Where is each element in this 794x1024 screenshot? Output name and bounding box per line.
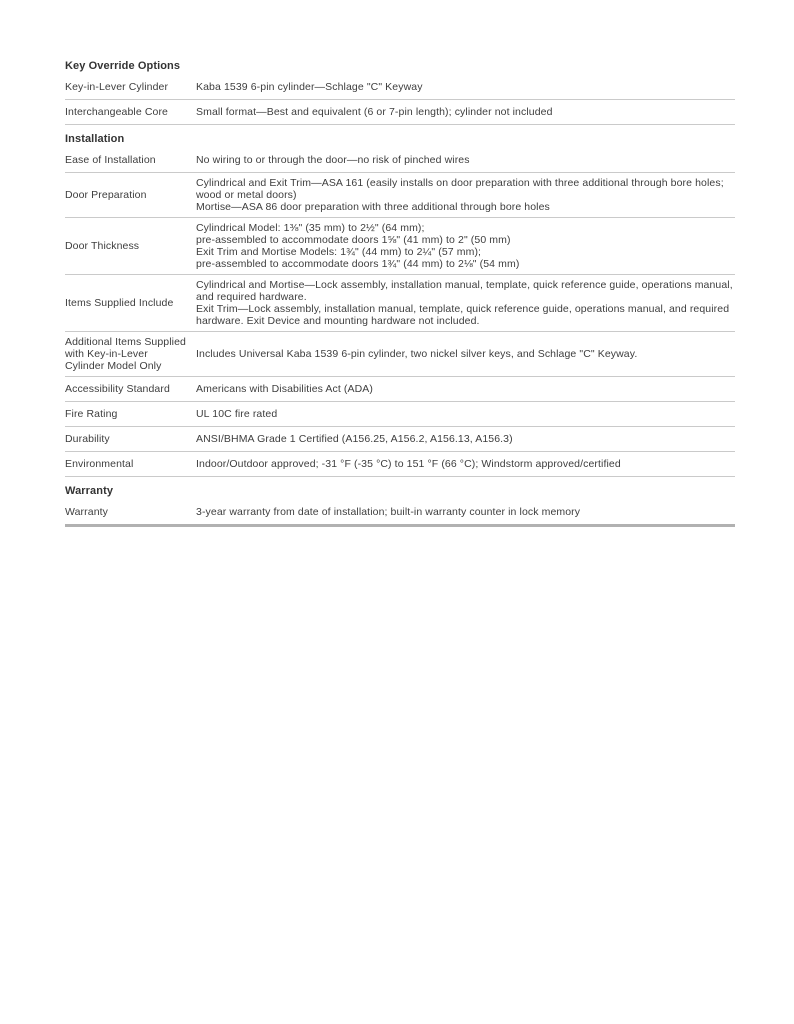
spec-label-line: Environmental [65, 458, 134, 470]
spec-row [65, 500, 735, 527]
spec-label [65, 433, 196, 445]
spec-value-line: pre-assembled to accommodate doors 1¾" (44 mm) to 2⅛" (54 mm) [196, 258, 520, 270]
spec-value [196, 433, 735, 445]
spec-value [196, 177, 735, 213]
spec-row [65, 218, 735, 275]
spec-value [196, 106, 735, 118]
spec-value [196, 279, 735, 327]
spec-value [196, 383, 735, 395]
spec-value-line: Cylindrical Model: 1⅜" (35 mm) to 2½" (64 mm); [196, 222, 425, 234]
spec-value-line: and required hardware. [196, 291, 307, 303]
spec-value-line: Exit Trim and Mortise Models: 1¾" (44 mm) to 2¼" (57 mm); [196, 246, 482, 258]
spec-value-line: pre-assembled to accommodate doors 1⅝" (41 mm) to 2" (50 mm) [196, 234, 511, 246]
spec-value-line: Exit Trim—Lock assembly, installation manual, template, quick reference guide, operations manual, and required [196, 303, 730, 315]
spec-value-line: Indoor/Outdoor approved; -31 °F (-35 °C) to 151 °F (66 °C); Windstorm approved/certified [196, 458, 621, 470]
spec-row [65, 377, 735, 402]
section-heading: Installation [65, 133, 125, 145]
spec-row [65, 100, 735, 125]
spec-value-line: hardware. Exit Device and mounting hardware not included. [196, 315, 480, 327]
spec-value-line: Includes Universal Kaba 1539 6-pin cylinder, two nickel silver keys, and Schlage "C" Keyway. [196, 348, 638, 360]
spec-label [65, 336, 196, 372]
section-heading: Key Override Options [65, 60, 181, 72]
spec-value-line: Kaba 1539 6-pin cylinder—Schlage "C" Keyway [196, 81, 423, 93]
spec-value-line: Mortise—ASA 86 door preparation with three additional through bore holes [196, 201, 550, 213]
spec-value-line: Small format—Best and equivalent (6 or 7-pin length); cylinder not included [196, 106, 553, 118]
spec-section [65, 485, 735, 527]
spec-row [65, 75, 735, 100]
spec-label-line: with Key-in-Lever [65, 348, 148, 360]
spec-label-line: Cylinder Model Only [65, 360, 162, 372]
spec-row [65, 148, 735, 173]
spec-row [65, 452, 735, 477]
spec-value-line: UL 10C fire rated [196, 408, 278, 420]
spec-label [65, 458, 196, 470]
spec-label-line: Door Preparation [65, 189, 147, 201]
spec-value [196, 154, 735, 166]
spec-value [196, 458, 735, 470]
spec-value [196, 81, 735, 93]
spec-label-line: Door Thickness [65, 240, 140, 252]
spec-label-line: Accessibility Standard [65, 383, 170, 395]
spec-value-line: wood or metal doors) [196, 189, 297, 201]
spec-value-line: ANSI/BHMA Grade 1 Certified (A156.25, A156.2, A156.13, A156.3) [196, 433, 513, 445]
section-heading: Warranty [65, 485, 114, 497]
spec-row [65, 173, 735, 218]
spec-label-line: Additional Items Supplied [65, 336, 186, 348]
spec-section [65, 133, 735, 477]
spec-label-line: Warranty [65, 506, 108, 518]
spec-label-line: Ease of Installation [65, 154, 156, 166]
spec-row [65, 427, 735, 452]
spec-label [65, 154, 196, 166]
spec-value-line: 3-year warranty from date of installation; built-in warranty counter in lock memory [196, 506, 581, 518]
spec-label [65, 189, 196, 201]
spec-label [65, 506, 196, 518]
spec-section [65, 60, 735, 125]
spec-value-line: Cylindrical and Exit Trim—ASA 161 (easily installs on door preparation with three additional through bore holes; [196, 177, 724, 189]
spec-row [65, 275, 735, 332]
spec-row [65, 332, 735, 377]
spec-label-line: Fire Rating [65, 408, 118, 420]
spec-label [65, 383, 196, 395]
spec-value [196, 222, 735, 270]
spec-label [65, 297, 196, 309]
spec-label [65, 408, 196, 420]
spec-value-line: Americans with Disabilities Act (ADA) [196, 383, 373, 395]
spec-value-line: Cylindrical and Mortise—Lock assembly, installation manual, template, quick reference guide, operations manual, [196, 279, 733, 291]
spec-row [65, 402, 735, 427]
spec-value [196, 506, 735, 518]
spec-label-line: Items Supplied Include [65, 297, 174, 309]
spec-label [65, 240, 196, 252]
spec-label-line: Durability [65, 433, 110, 445]
spec-value [196, 348, 735, 360]
spec-label-line: Interchangeable Core [65, 106, 168, 118]
spec-label [65, 106, 196, 118]
spec-label [65, 81, 196, 93]
spec-value [196, 408, 735, 420]
spec-label-line: Key-in-Lever Cylinder [65, 81, 169, 93]
spec-value-line: No wiring to or through the door—no risk of pinched wires [196, 154, 470, 166]
